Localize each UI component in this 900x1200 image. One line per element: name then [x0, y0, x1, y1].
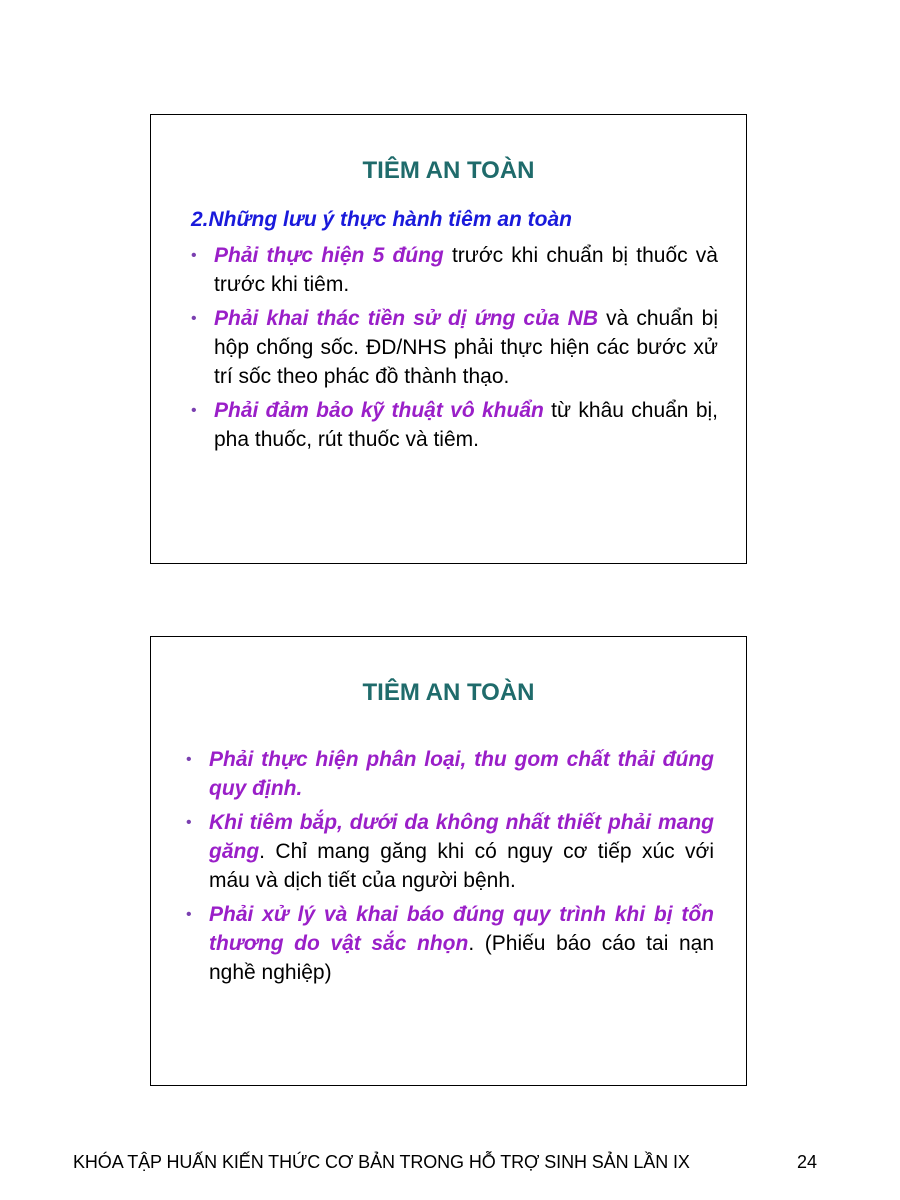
bullet-list	[191, 241, 718, 459]
slide-2	[150, 636, 747, 1086]
bullet-icon: •	[186, 751, 192, 768]
body-text: trước khi chuẩn bị thuốc và trước khi tiêm.	[214, 244, 718, 296]
emphasis-text: Phải thực hiện 5 đúng	[214, 244, 444, 267]
body-text: . Chỉ mang găng khi có nguy cơ tiếp xúc với máu và dịch tiết của người bệnh.	[209, 840, 714, 892]
list-item	[186, 745, 714, 803]
list-item	[186, 808, 714, 895]
slide-subtitle: 2.Những lưu ý thực hành tiêm an toàn	[191, 208, 572, 231]
footer-text: KHÓA TẬP HUẤN KIẾN THỨC CƠ BẢN TRONG HỖ TRỢ SINH SẢN LẦN IX	[73, 1152, 690, 1172]
slide-title: TIÊM AN TOÀN	[362, 157, 535, 184]
bullet-icon: •	[191, 402, 197, 419]
bullet-icon: •	[191, 247, 197, 264]
body-text: từ khâu chuẩn bị, pha thuốc, rút thuốc và tiêm.	[214, 399, 718, 451]
list-item	[186, 900, 714, 987]
emphasis-text: Phải thực hiện phân loại, thu gom chất thải đúng quy định.	[209, 748, 714, 800]
emphasis-text: Phải xử lý và khai báo đúng quy trình khi bị tổn thương do vật sắc nhọn	[209, 903, 714, 955]
slide-title: TIÊM AN TOÀN	[362, 679, 535, 706]
bullet-icon: •	[191, 310, 197, 327]
list-item	[191, 241, 718, 299]
emphasis-text: Khi tiêm bắp, dưới da không nhất thiết phải mang găng	[209, 811, 714, 863]
bullet-list	[186, 745, 714, 992]
page-number: 24	[797, 1152, 818, 1172]
slide-1	[150, 114, 747, 564]
body-text: . (Phiếu báo cáo tai nạn nghề nghiệp)	[209, 932, 715, 984]
list-item	[191, 304, 718, 391]
list-item	[191, 396, 718, 454]
emphasis-text: Phải đảm bảo kỹ thuật vô khuẩn	[214, 399, 544, 422]
body-text: và chuẩn bị hộp chống sốc. ĐD/NHS phải thực hiện các bước xử trí sốc theo phác đồ thành thạo.	[214, 307, 718, 388]
bullet-icon: •	[186, 906, 192, 923]
emphasis-text: Phải khai thác tiền sử dị ứng của NB	[214, 307, 599, 330]
bullet-icon: •	[186, 814, 192, 831]
